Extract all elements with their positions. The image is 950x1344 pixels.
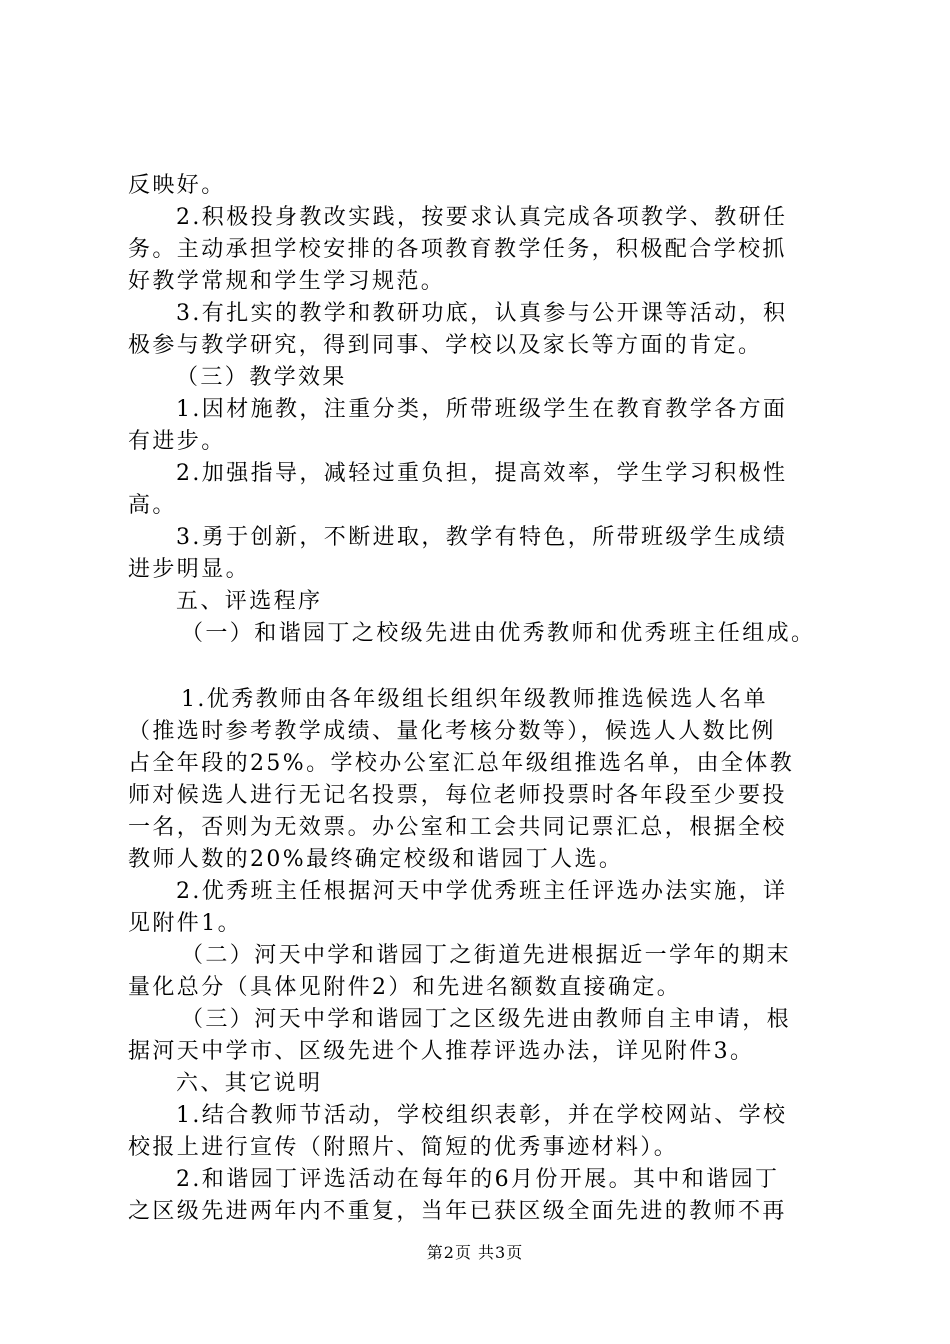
text-line: 2.和谐园丁评选活动在每年的6月份开展。其中和谐园丁: [176, 1167, 780, 1192]
text-line: 进步明显。: [128, 557, 251, 582]
text-line: 好教学常规和学生学习规范。: [128, 269, 446, 294]
text-line: 极参与教学研究，得到同事、学校以及家长等方面的肯定。: [128, 333, 763, 358]
section-heading: 六、其它说明: [176, 1071, 323, 1096]
text-line: 2.优秀班主任根据河天中学优秀班主任评选办法实施，详: [176, 879, 788, 904]
text-line: 据河天中学市、区级先进个人推荐评选办法，详见附件3。: [128, 1039, 755, 1064]
section-heading: （三）教学效果: [176, 365, 347, 390]
text-line: 1.因材施教，注重分类，所带班级学生在教育教学各方面: [176, 397, 788, 422]
text-line: 1.优秀教师由各年级组长组织年级教师推选候选人名单: [181, 687, 768, 712]
page-number-footer: 第2页 共3页: [426, 1243, 524, 1262]
text-line: （三）河天中学和谐园丁之区级先进由教师自主申请，根: [181, 1007, 792, 1032]
text-line: 1.结合教师节活动，学校组织表彰，并在学校网站、学校: [176, 1103, 788, 1128]
text-line: （推选时参考教学成绩、量化考核分数等），候选人人数比例: [128, 719, 776, 744]
text-line: 2.积极投身教改实践，按要求认真完成各项教学、教研任: [176, 205, 788, 230]
document-body: [128, 170, 840, 1228]
text-line: 反映好。: [128, 173, 226, 198]
paragraph-gap: [128, 650, 840, 684]
text-line: 占全年段的25%。学校办公室汇总年级组推选名单，由全体教: [128, 751, 795, 776]
text-line: （一）和谐园丁之校级先进由优秀教师和优秀班主任组成。: [181, 621, 816, 646]
text-line: 之区级先进两年内不重复，当年已获区级全面先进的教师不再: [128, 1199, 787, 1224]
text-line: 见附件1。: [128, 911, 242, 936]
text-line: 3.勇于创新，不断进取，教学有特色，所带班级学生成绩: [176, 525, 788, 550]
text-line: 校报上进行宣传（附照片、简短的优秀事迹材料）。: [128, 1135, 679, 1160]
text-line: 一名，否则为无效票。办公室和工会共同记票汇总，根据全校: [128, 815, 787, 840]
text-line: 量化总分（具体见附件2）和先进名额数直接确定。: [128, 975, 682, 1000]
text-line: （二）河天中学和谐园丁之街道先进根据近一学年的期末: [181, 943, 792, 968]
text-line: 3.有扎实的教学和教研功底，认真参与公开课等活动，积: [176, 301, 788, 326]
text-line: 师对候选人进行无记名投票，每位老师投票时各年段至少要投: [128, 783, 787, 808]
section-heading: 五、评选程序: [176, 589, 323, 614]
text-line: 2.加强指导，减轻过重负担，提高效率，学生学习积极性: [176, 461, 788, 486]
text-line: 教师人数的20%最终确定校级和谐园丁人选。: [128, 847, 624, 872]
text-line: 高。: [128, 493, 177, 518]
text-line: 有进步。: [128, 429, 226, 454]
text-line: 务。主动承担学校安排的各项教育教学任务，积极配合学校抓: [128, 237, 787, 262]
